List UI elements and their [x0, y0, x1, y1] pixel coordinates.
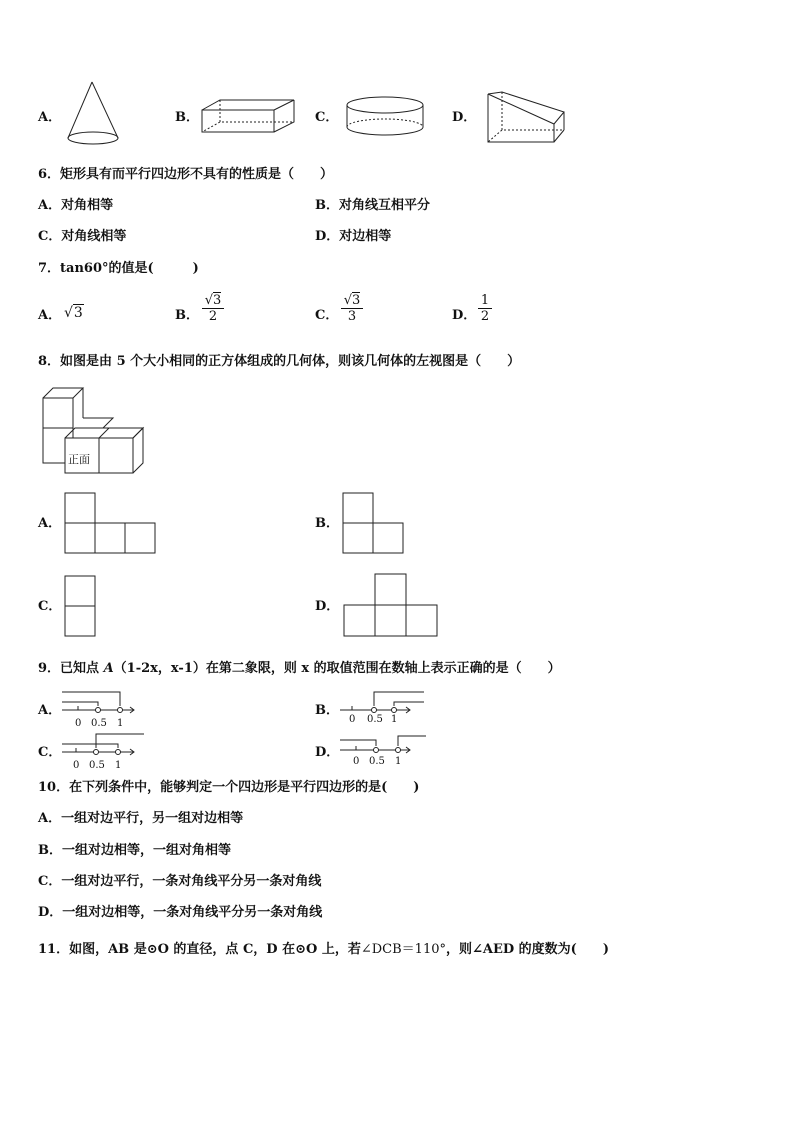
q9-number-line-b: [338, 688, 428, 732]
q9-number-line-c: [60, 730, 150, 774]
tick-0-5: 0.5: [89, 760, 105, 771]
cube-solid-figure: [40, 383, 150, 473]
triangular-prism-figure: [480, 88, 570, 148]
q7-option-c-fraction: [341, 293, 363, 324]
front-label: 正面: [68, 453, 90, 466]
q7-option-a-letter: A．: [38, 308, 62, 323]
tick-0: 0: [349, 714, 356, 725]
tick-0-5: 0.5: [91, 718, 107, 729]
tick-1: 1: [115, 760, 122, 771]
q7-option-c-denominator: 3: [347, 309, 357, 324]
q10-option-d: D．一组对边相等，一条对角线平分另一条对角线: [38, 905, 323, 920]
q9-option-a-letter: A．: [38, 703, 62, 718]
cuboid-figure: [198, 96, 308, 136]
q6-option-a: A．对角相等: [38, 198, 114, 213]
q7-option-d-numerator: 1: [480, 293, 490, 308]
q7-option-d-fraction: [478, 293, 492, 324]
q6-option-b: B．对角线互相平分: [315, 198, 430, 213]
q7-option-b-denominator: 2: [208, 309, 218, 324]
q9-point: A: [103, 661, 114, 676]
q7-option-b-fraction: [202, 293, 224, 324]
q11-stem-post: ，则∠AED 的度数为( ): [446, 942, 609, 957]
q9-stem-pre: 9．已知点: [38, 661, 104, 676]
q9-stem-post: 在第二象限，则 x 的取值范围在数轴上表示正确的是（ ）: [205, 661, 561, 676]
q7-option-b-numerator: 3: [213, 293, 222, 308]
q6-option-d: D．对边相等: [315, 229, 392, 244]
q7-option-a-radicand: 3: [73, 305, 83, 321]
q9-coords: （1-2x，x-1）: [113, 661, 206, 676]
tick-0: 0: [353, 756, 360, 767]
q8-option-b-letter: B．: [315, 516, 339, 531]
q8-view-c: [64, 575, 99, 639]
q10-option-c: C．一组对边平行，一条对角线平分另一条对角线: [38, 874, 322, 889]
tick-0: 0: [75, 718, 82, 729]
q7-option-c-letter: C．: [315, 308, 339, 323]
q8-option-d-letter: D．: [315, 599, 340, 614]
tick-1: 1: [117, 718, 124, 729]
q7-option-b-letter: B．: [175, 308, 199, 323]
q7-stem: 7．tan60°的值是( ): [38, 261, 199, 276]
q6-option-c: C．对角线相等: [38, 229, 127, 244]
cylinder-figure: [343, 95, 433, 141]
q11-stem: [38, 942, 609, 958]
q11-formula: ∠DCB＝110°: [360, 942, 446, 957]
q9-option-b-letter: B．: [315, 703, 339, 718]
q8-view-a: [64, 492, 159, 556]
q7-option-a-sqrt: [64, 305, 84, 321]
q8-view-b: [342, 492, 407, 556]
q11-stem-pre: 11．如图，AB 是⊙O 的直径，点 C，D 在⊙O 上，若: [38, 942, 361, 957]
q9-number-line-d: [338, 730, 428, 774]
q7-option-d-letter: D．: [452, 308, 477, 323]
cone-figure: [62, 80, 132, 150]
q9-option-c-letter: C．: [38, 745, 62, 760]
q5-option-d-letter: D．: [452, 110, 477, 125]
q5-option-c-letter: C．: [315, 110, 339, 125]
q9-number-line-a: [60, 688, 150, 732]
tick-0-5: 0.5: [369, 756, 385, 767]
q8-option-c-letter: C．: [38, 599, 62, 614]
tick-0-5: 0.5: [367, 714, 383, 725]
q5-option-a-letter: A．: [38, 110, 62, 125]
q10-stem: 10．在下列条件中，能够判定一个四边形是平行四边形的是( ): [38, 780, 420, 795]
q9-stem: [38, 661, 561, 677]
tick-0: 0: [73, 760, 80, 771]
q10-option-b: B．一组对边相等，一组对角相等: [38, 843, 231, 858]
tick-1: 1: [395, 756, 402, 767]
q9-option-d-letter: D．: [315, 745, 340, 760]
q7-option-c-numerator: 3: [352, 293, 361, 308]
q5-option-b-letter: B．: [175, 110, 199, 125]
sqrt-sign: √: [343, 293, 352, 308]
q10-option-a: A．一组对边平行，另一组对边相等: [38, 811, 244, 826]
q6-stem: 6．矩形具有而平行四边形不具有的性质是（ ）: [38, 167, 334, 182]
q8-stem: 8．如图是由 5 个大小相同的正方体组成的几何体，则该几何体的左视图是（ ）: [38, 354, 521, 369]
q8-option-a-letter: A．: [38, 516, 62, 531]
tick-1: 1: [391, 714, 398, 725]
q7-option-d-denominator: 2: [480, 309, 490, 324]
sqrt-sign: √: [64, 305, 73, 321]
q8-view-d: [342, 573, 442, 639]
sqrt-sign: √: [204, 293, 213, 308]
